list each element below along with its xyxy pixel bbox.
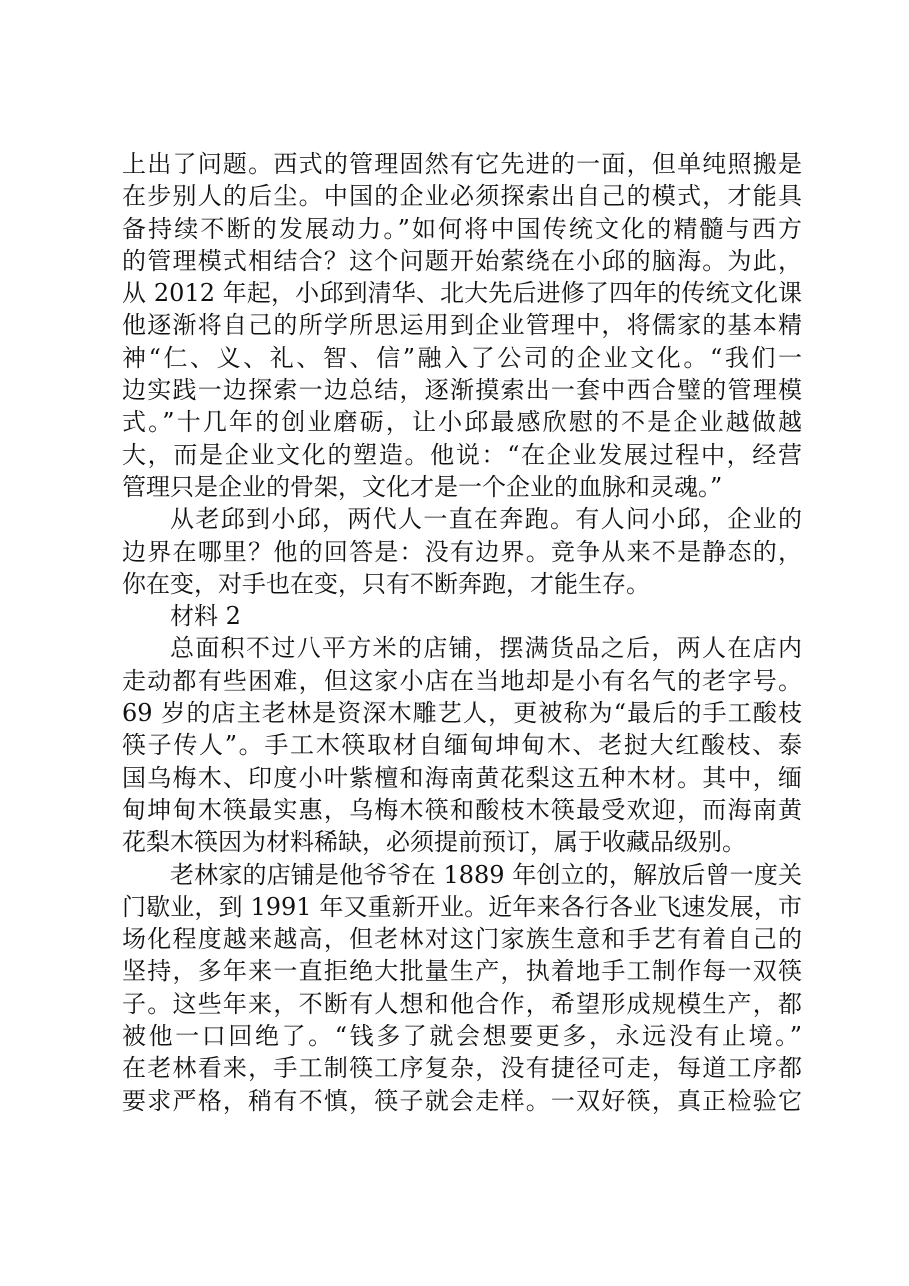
text-line: 花梨木筷因为材料稀缺，必须提前预订，属于收藏品级别。 (122, 828, 746, 857)
text-line: 国乌梅木、印度小叶紫檀和海南黄花梨这五种木材。其中，缅 (122, 763, 802, 792)
text-line: 总面积不过八平方米的店铺，摆满货品之后，两人在店内 (170, 634, 802, 663)
text-line: 在老林看来，手工制筷工序复杂，没有捷径可走，每道工序都 (122, 1054, 802, 1083)
text-line: 69 岁的店主老林是资深木雕艺人，更被称为“最后的手工酸枝 (122, 699, 802, 728)
text-line: 要求严格，稍有不慎，筷子就会走样。一双好筷，真正检验它 (122, 1086, 802, 1115)
text-line: 你在变，对手也在变，只有不断奔跑，才能生存。 (122, 569, 650, 598)
text-line: 边界在哪里？他的回答是：没有边界。竞争从来不是静态的， (122, 537, 802, 566)
text-line: 门歇业，到 1991 年又重新开业。近年来各行各业飞速发展，市 (122, 892, 802, 921)
text-line: 老林家的店铺是他爷爷在 1889 年创立的，解放后曾一度关 (170, 860, 802, 889)
text-line: 边实践一边探索一边总结，逐渐摸索出一套中西合璧的管理模 (122, 376, 802, 405)
text-line: 式。”十几年的创业磨砺，让小邱最感欣慰的不是企业越做越 (122, 408, 802, 437)
text-line: 上出了问题。西式的管理固然有它先进的一面，但单纯照搬是 (122, 150, 802, 178)
text-line: 场化程度越来越高，但老林对这门家族生意和手艺有着自己的 (122, 925, 802, 954)
text-line: 筷子传人”。手工木筷取材自缅甸坤甸木、老挝大红酸枝、泰 (122, 731, 802, 760)
text-line: 甸坤甸木筷最实惠，乌梅木筷和酸枝木筷最受欢迎，而海南黄 (122, 795, 802, 824)
text-line: 走动都有些困难，但这家小店在当地却是小有名气的老字号。 (122, 666, 802, 695)
section-heading: 材料 2 (170, 602, 241, 631)
text-line: 的管理模式相结合？这个问题开始萦绕在小邱的脑海。为此， (122, 246, 802, 275)
text-line: 被他一口回绝了。“钱多了就会想要更多，永远没有止境。” (122, 1022, 802, 1051)
text-line: 管理只是企业的骨架，文化才是一个企业的血脉和灵魂。” (122, 472, 723, 501)
text-line: 从 2012 年起，小邱到清华、北大先后进修了四年的传统文化课 (122, 279, 802, 308)
text-line: 从老邱到小邱，两代人一直在奔跑。有人问小邱，企业的 (170, 505, 802, 534)
text-line: 子。这些年来，不断有人想和他合作，希望形成规模生产，都 (122, 989, 802, 1018)
body-text (122, 148, 802, 1117)
text-line: 他逐渐将自己的所学所思运用到企业管理中，将儒家的基本精 (122, 311, 802, 340)
text-line: 神“仁、义、礼、智、信”融入了公司的企业文化。“我们一 (122, 343, 802, 372)
text-line: 大，而是企业文化的塑造。他说：“在企业发展过程中，经营 (122, 440, 802, 469)
text-line: 备持续不断的发展动力。”如何将中国传统文化的精髓与西方 (122, 214, 802, 243)
text-line: 在步别人的后尘。中国的企业必须探索出自己的模式，才能具 (122, 182, 802, 211)
text-line: 坚持，多年来一直拒绝大批量生产，执着地手工制作每一双筷 (122, 957, 802, 986)
